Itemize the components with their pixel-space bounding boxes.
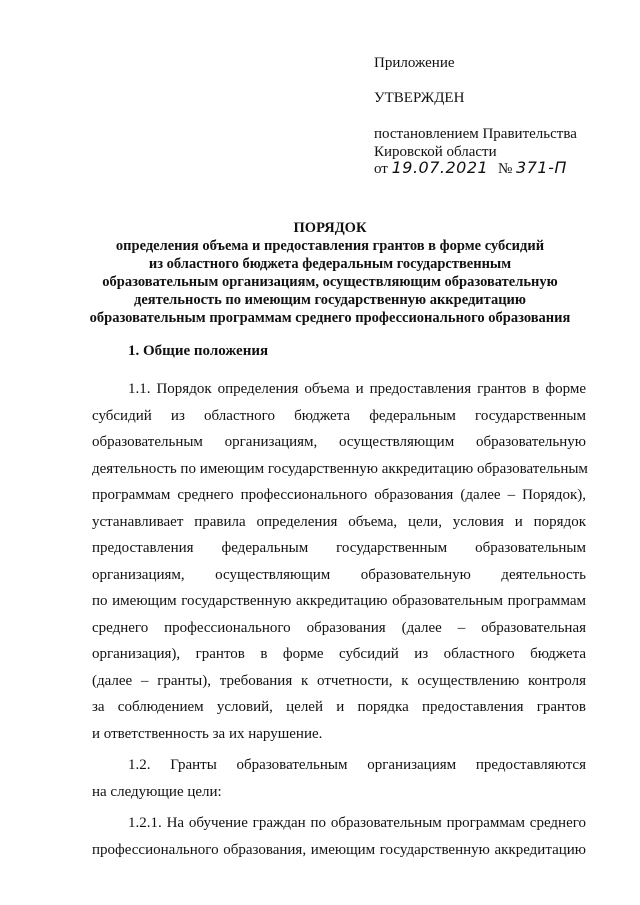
body-line: 1.1. Порядок определения объема и предоставления грантов в форме: [128, 381, 586, 397]
document-subtitle-line-3: образовательным организациям, осуществляющим образовательную: [102, 274, 558, 290]
body-line: (далее – гранты), требования к отчетности, к осуществлению контроля: [92, 673, 586, 689]
section-heading: 1. Общие положения: [128, 343, 269, 359]
body-line: устанавливает правила определения объема, цели, условия и порядок: [92, 514, 586, 530]
body-line: за соблюдением условий, целей и порядка предоставления грантов: [92, 699, 586, 715]
handwritten-number: 371-П: [516, 158, 567, 177]
document-subtitle-line-2: из областного бюджета федеральным государственным: [148, 256, 512, 272]
approved-label: УТВЕРЖДЕН: [374, 90, 465, 106]
body-line: на следующие цели:: [92, 784, 222, 800]
number-prefix: №: [497, 161, 513, 177]
body-line: организациям, осуществляющим образовательную деятельность: [92, 567, 586, 583]
approved-by-line-2: Кировской области: [374, 144, 497, 160]
body-line: профессионального образования, имеющим государственную аккредитацию: [92, 842, 586, 858]
document-subtitle-line-1: определения объема и предоставления грантов в форме субсидий: [115, 238, 545, 254]
document-title: ПОРЯДОК: [293, 220, 367, 236]
document-subtitle-line-4: деятельность по имеющим государственную аккредитацию: [134, 292, 526, 308]
body-line: и ответственность за их нарушение.: [92, 726, 323, 742]
body-line: образовательным организациям, осуществляющим образовательную: [92, 434, 586, 450]
body-line: деятельность по имеющим государственную аккредитацию образовательным: [92, 461, 588, 477]
body-line: 1.2. Гранты образовательным организациям предоставляются: [128, 757, 586, 773]
body-line: организация), грантов в форме субсидий из областного бюджета: [92, 646, 586, 662]
appendix-label: Приложение: [374, 55, 455, 71]
body-line: по имеющим государственную аккредитацию образовательным программам: [92, 593, 586, 609]
document-subtitle-line-5: образовательным программам среднего профессионального образования: [89, 310, 571, 326]
approved-by-line-1: постановлением Правительства: [374, 126, 577, 142]
body-line: среднего профессионального образования (далее – образовательная: [92, 620, 586, 636]
handwritten-date: 19.07.2021: [391, 158, 489, 177]
body-line: субсидий из областного бюджета федеральным государственным: [92, 408, 586, 424]
body-line: программам среднего профессионального образования (далее – Порядок),: [92, 487, 586, 503]
body-line: предоставления федеральным государственным образовательным: [92, 540, 586, 556]
body-line: 1.2.1. На обучение граждан по образовательным программам среднего: [128, 815, 586, 831]
approval-date-number: [374, 159, 567, 178]
date-prefix: от: [374, 161, 388, 177]
